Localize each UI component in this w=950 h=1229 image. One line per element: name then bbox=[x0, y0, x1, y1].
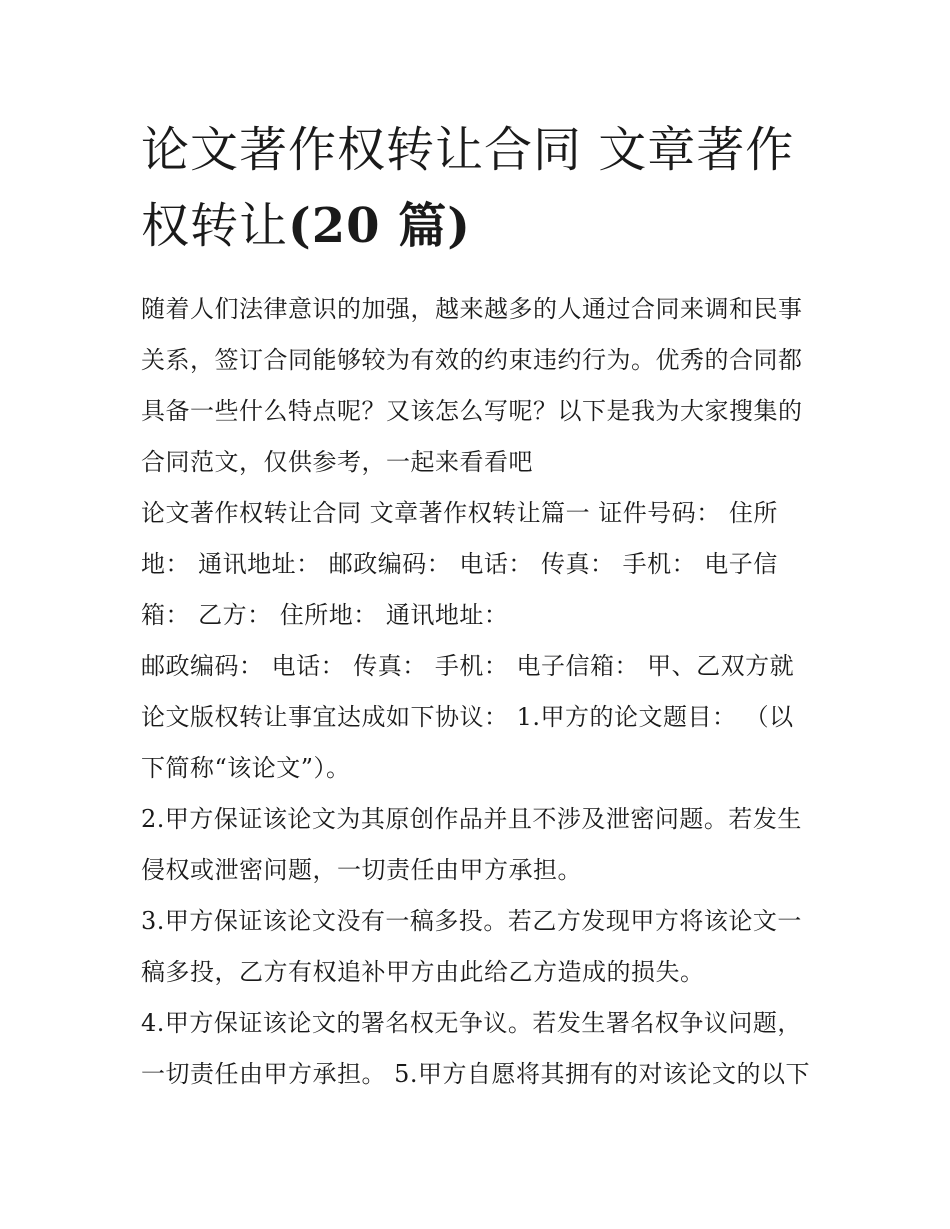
contract-agreement-paragraph: 邮政编码： 电话： 传真： 手机： 电子信箱： 甲、乙双方就论文版权转让事宜达成如下协议： 1.甲方的论文题目： （以下简称“该论文”）。 bbox=[141, 652, 795, 782]
clause-4-paragraph: 4.甲方保证该论文的署名权无争议。若发生署名权争议问题，一切责任由甲方承担。 5.甲方自愿将其拥有的对该论文的以下 bbox=[141, 1009, 811, 1088]
clause-2-paragraph: 2.甲方保证该论文为其原创作品并且不涉及泄密问题。若发生侵权或泄密问题，一切责任由甲方承担。 bbox=[141, 805, 802, 884]
document-title bbox=[141, 112, 813, 264]
document-page bbox=[141, 112, 813, 1100]
contract-parties-paragraph: 论文著作权转让合同 文章著作权转让篇一 证件号码： 住所地： 通讯地址： 邮政编码： 电话： 传真： 手机： 电子信箱： 乙方： 住所地： 通讯地址： bbox=[141, 499, 778, 629]
intro-paragraph: 随着人们法律意识的加强，越来越多的人通过合同来调和民事关系，签订合同能够较为有效的约束违约行为。优秀的合同都具备一些什么特点呢？又该怎么写呢？以下是我为大家搜集的合同范文，仅供参考，一起来看看吧 bbox=[141, 295, 803, 476]
title-suffix: (20 篇) bbox=[288, 198, 471, 254]
clause-3-paragraph: 3.甲方保证该论文没有一稿多投。若乙方发现甲方将该论文一稿多投，乙方有权追补甲方由此给乙方造成的损失。 bbox=[141, 907, 802, 986]
title-main: 论文著作权转让合同 文章著作权转让 bbox=[141, 122, 795, 254]
